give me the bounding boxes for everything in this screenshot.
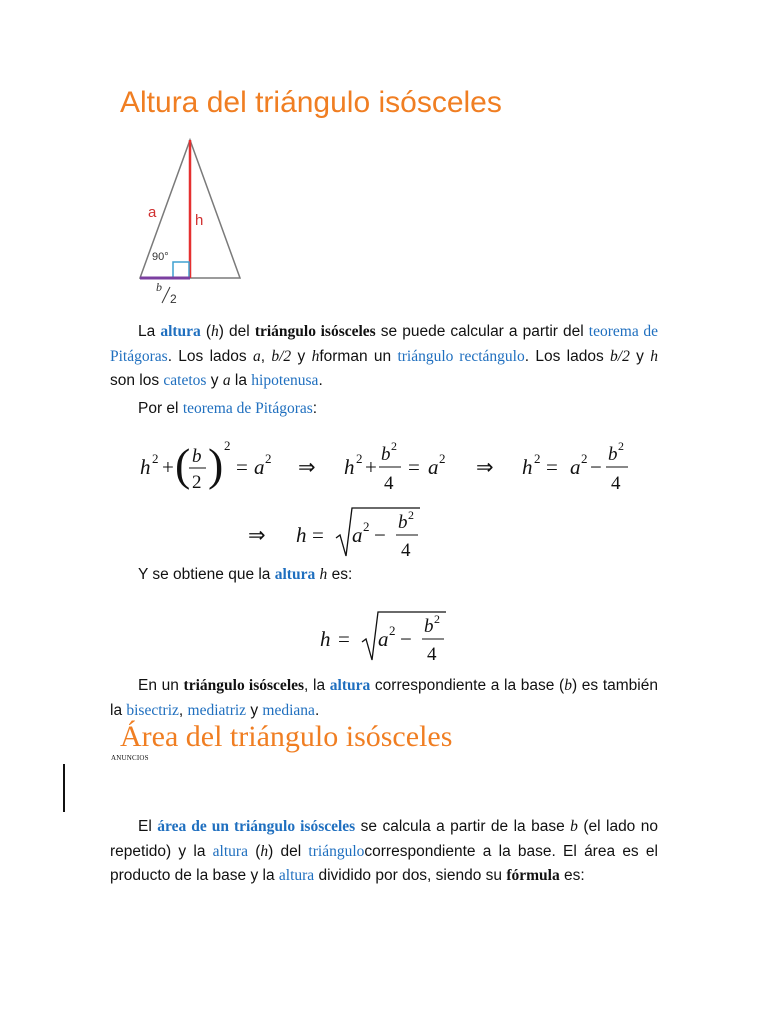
hipotenusa-link[interactable]: hipotenusa (251, 372, 319, 389)
svg-text:2: 2 (192, 472, 202, 493)
equation-implies-h (240, 504, 440, 562)
altura-link-2[interactable]: altura (274, 566, 316, 583)
svg-text:a: a (428, 455, 439, 479)
altura-link-4[interactable]: altura (212, 842, 248, 860)
page-title: Altura del triángulo isósceles (120, 86, 502, 119)
catetos-link[interactable]: catetos (163, 372, 207, 389)
svg-text:): ) (208, 439, 224, 490)
mediana-link[interactable]: mediana (262, 701, 315, 719)
svg-text:h: h (320, 627, 331, 651)
svg-text:a: a (254, 455, 265, 479)
svg-text:4: 4 (384, 473, 394, 494)
section-title-area: Área del triángulo isósceles (120, 720, 453, 753)
svg-text:2: 2 (434, 612, 440, 626)
svg-text:=: = (312, 523, 324, 547)
svg-text:h: h (522, 455, 533, 479)
svg-text:=: = (338, 627, 350, 651)
mediatriz-link[interactable]: mediatriz (187, 701, 247, 719)
equation-pythagoras (130, 432, 650, 502)
triangulo-link[interactable]: triángulo (308, 842, 365, 860)
teorema-link[interactable]: teorema de Pitágoras (110, 323, 658, 365)
ads-label: ANUNCIOS (111, 754, 149, 762)
svg-text:4: 4 (611, 473, 621, 494)
label-b-den: 2 (170, 292, 177, 306)
svg-text:=: = (408, 455, 420, 479)
svg-text:2: 2 (356, 451, 363, 466)
label-angle: 90° (152, 251, 169, 263)
label-a: a (148, 204, 157, 221)
svg-text:h: h (344, 455, 355, 479)
svg-text:b: b (398, 512, 408, 533)
altura-link[interactable]: altura (160, 323, 201, 340)
svg-text:2: 2 (389, 623, 396, 638)
svg-text:2: 2 (439, 451, 446, 466)
svg-text:2: 2 (265, 451, 272, 466)
svg-text:b: b (608, 444, 618, 465)
bisectriz-link[interactable]: bisectriz (126, 701, 179, 719)
svg-text:4: 4 (427, 644, 437, 665)
equation-h-result (310, 608, 460, 666)
svg-text:2: 2 (618, 439, 624, 453)
svg-text:b: b (192, 446, 202, 467)
svg-text:=: = (236, 455, 248, 479)
svg-text:2: 2 (224, 438, 231, 453)
svg-text:(: ( (175, 439, 191, 490)
svg-text:a: a (352, 523, 363, 547)
altura-link-5[interactable]: altura (278, 867, 315, 884)
svg-text:2: 2 (391, 439, 397, 453)
label-b-num: b (156, 280, 162, 294)
svg-text:=: = (546, 455, 558, 479)
svg-text:−: − (590, 455, 602, 479)
svg-text:⇒: ⇒ (248, 523, 266, 547)
paragraph-altura: La altura (h) del triángulo isósceles se puede calcular a partir del teorema de Pitágoras. Los lados a, b/2 y hforman un triángulo rectángulo. Los lados b/2 y h son los catetos y a la hipotenusa. (110, 323, 658, 389)
text-cursor-bar (63, 764, 65, 812)
teorema-link-2[interactable]: teorema de Pitágoras (182, 400, 313, 417)
triangle-figure (130, 135, 250, 310)
paragraph-area: El área de un triángulo isósceles se calcula a partir de la base b (el lado no repetido) y la altura (h) del triángulocorrespondiente a la base. El área es el producto de la base y la altura dividido por dos, siendo su fórmula es: (110, 818, 658, 884)
svg-text:h: h (296, 523, 307, 547)
svg-text:2: 2 (581, 451, 588, 466)
svg-text:−: − (400, 627, 412, 651)
paragraph-bisectriz: En un triángulo isósceles, la altura correspondiente a la base (b) es también la bisectriz, mediatriz y mediana. (110, 677, 658, 719)
altura-link-3[interactable]: altura (329, 677, 371, 694)
svg-text:⇒: ⇒ (476, 455, 494, 479)
svg-text:2: 2 (534, 451, 541, 466)
svg-text:+: + (162, 455, 174, 479)
area-link[interactable]: área de un triángulo isósceles (157, 818, 356, 835)
svg-text:a: a (378, 627, 389, 651)
svg-text:⇒: ⇒ (298, 455, 316, 479)
svg-text:b: b (424, 616, 434, 637)
svg-text:b: b (381, 444, 391, 465)
svg-text:h: h (140, 455, 151, 479)
label-h: h (195, 212, 204, 229)
svg-text:+: + (365, 455, 377, 479)
svg-text:2: 2 (152, 451, 159, 466)
paragraph-se-obtiene: Y se obtiene que la altura h es: (138, 566, 353, 583)
svg-text:−: − (374, 523, 386, 547)
svg-text:2: 2 (408, 508, 414, 522)
paragraph-por-el-teorema: Por el teorema de Pitágoras: (138, 400, 318, 417)
triangulo-rectangulo-link[interactable]: triángulo rectángulo (397, 347, 525, 365)
svg-text:2: 2 (363, 519, 370, 534)
svg-text:4: 4 (401, 540, 411, 561)
svg-text:a: a (570, 455, 581, 479)
